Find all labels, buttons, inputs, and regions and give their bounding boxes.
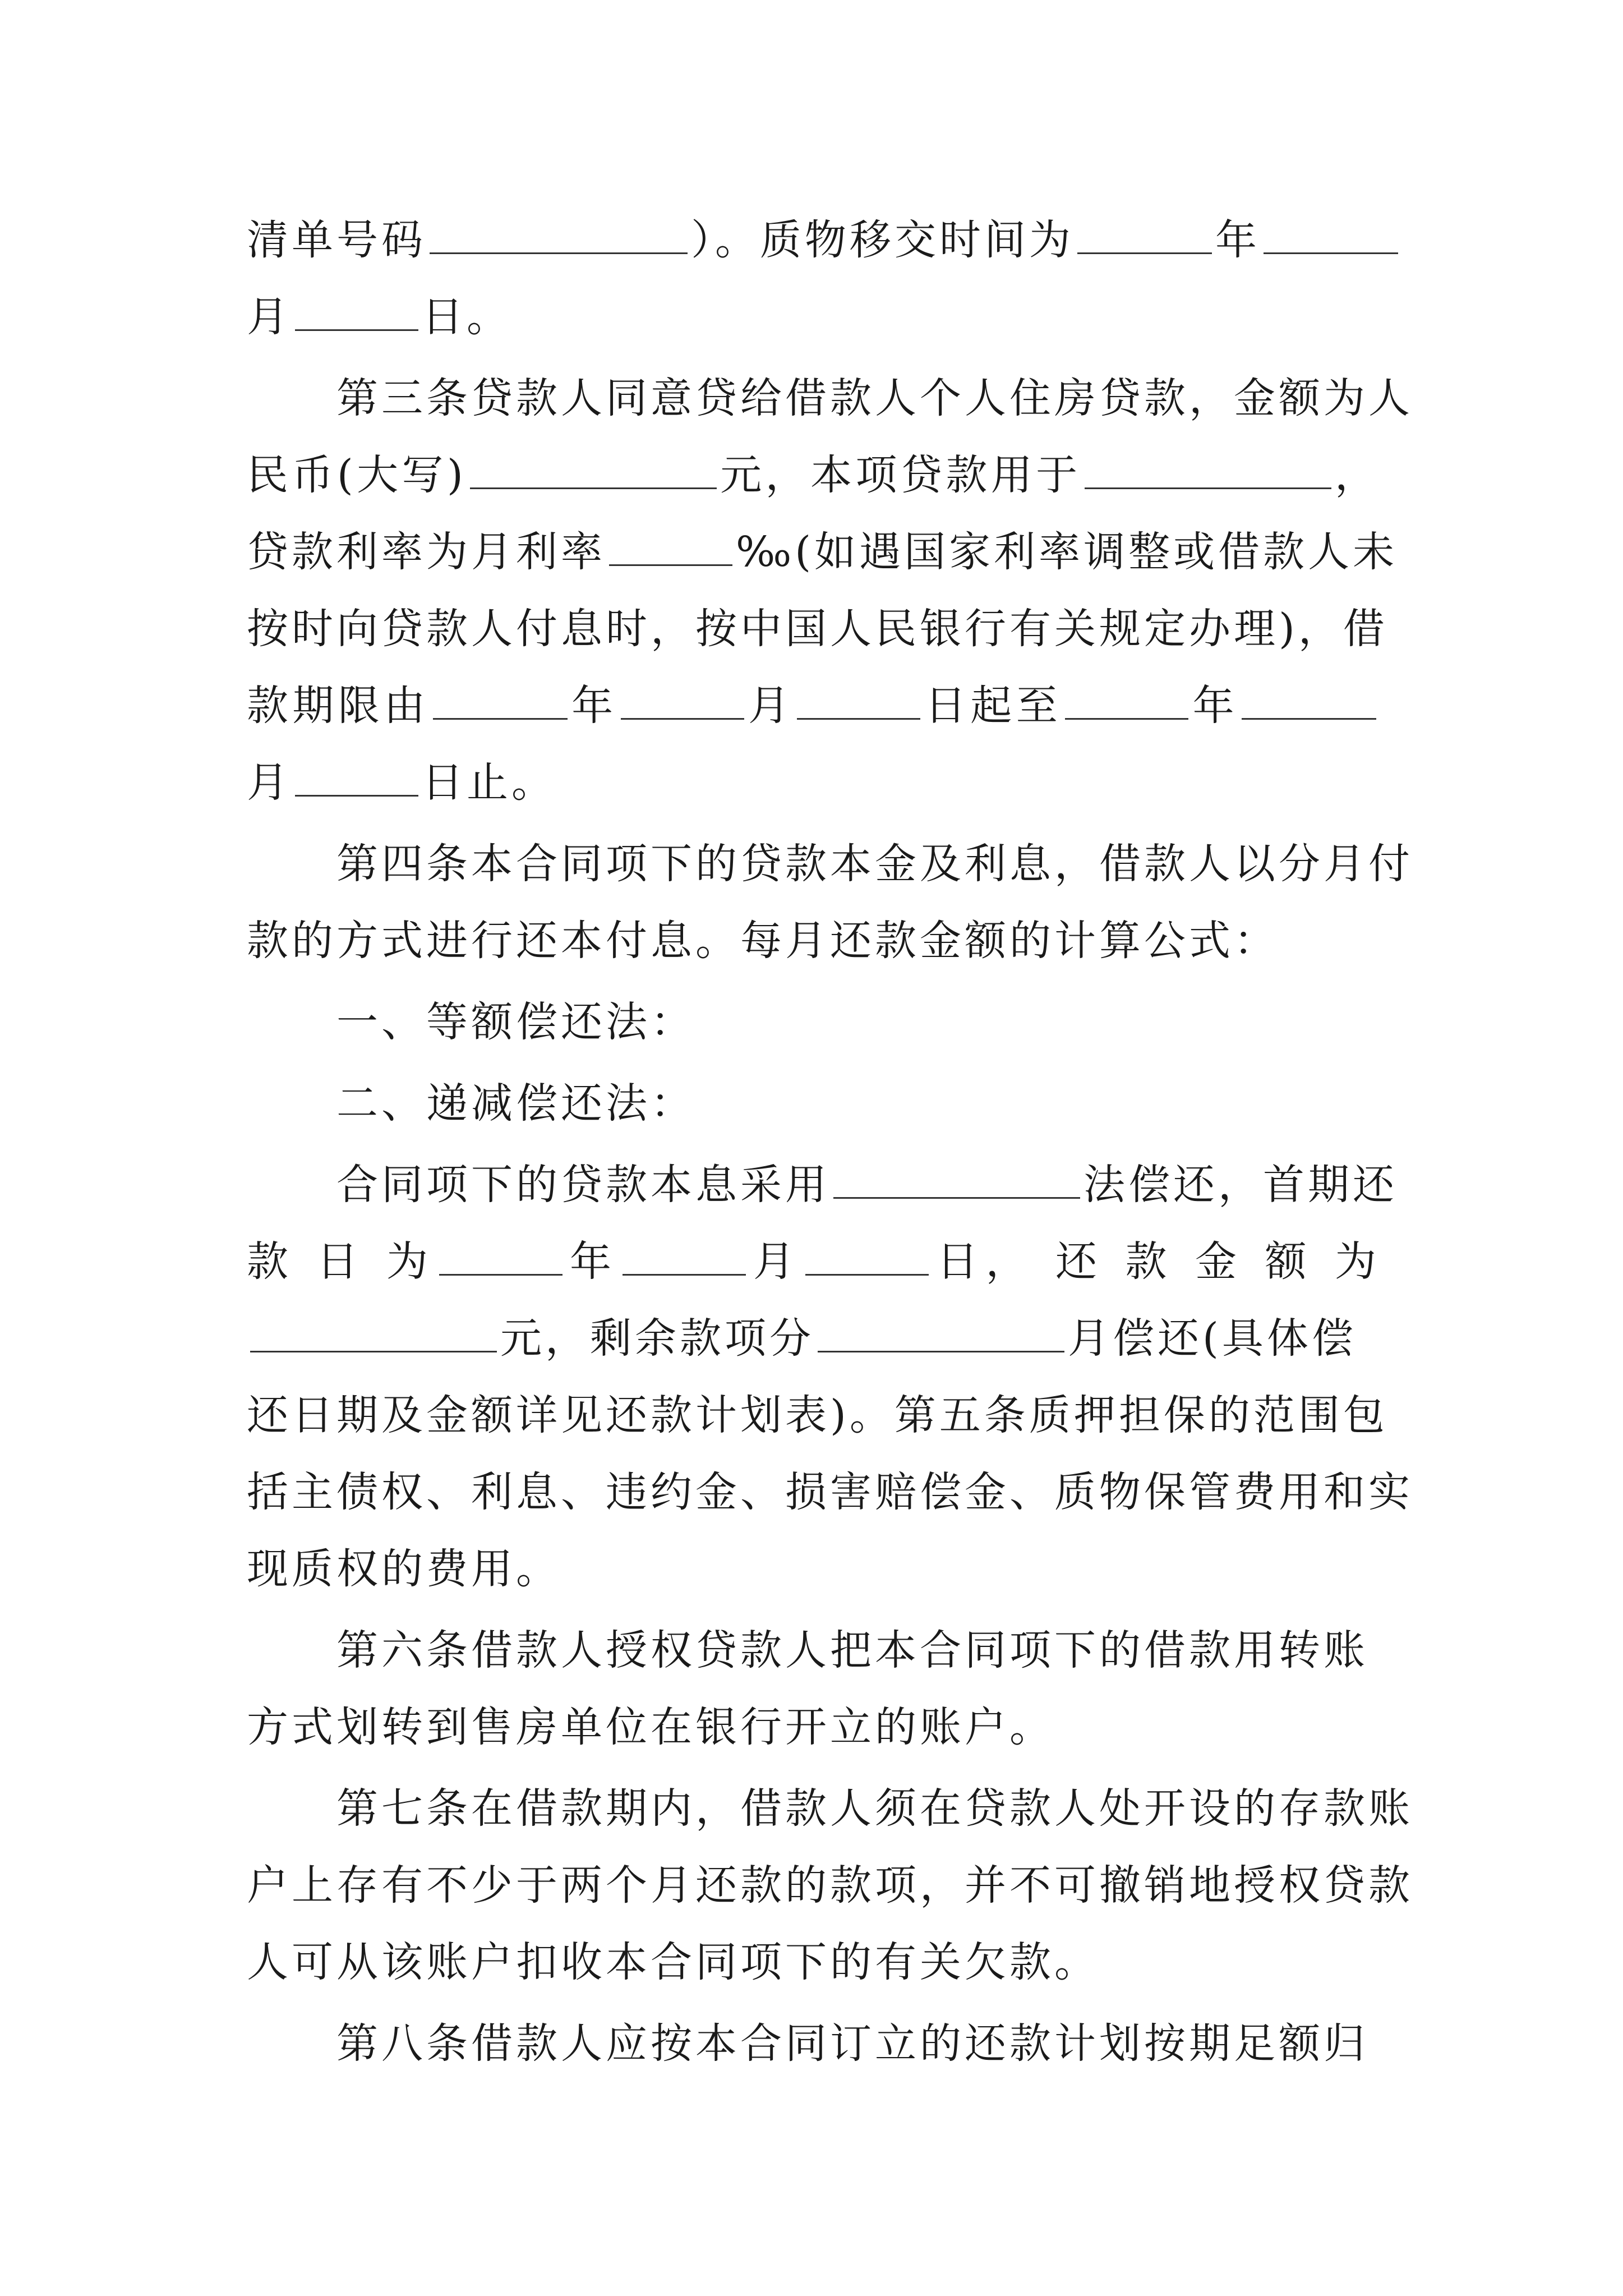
fill-blank[interactable] (433, 682, 568, 720)
text-line (247, 1454, 1413, 1531)
line-text: 现质权的费用。 (247, 1545, 561, 1593)
text-line (247, 984, 1380, 1061)
fill-blank[interactable] (295, 293, 418, 331)
line-text: 还日期及金额详见还款计划表)。第五条质押担保的范围包 (247, 1391, 1388, 1439)
line-text: 年 (1192, 682, 1239, 730)
fill-blank[interactable] (1264, 217, 1398, 254)
text-line (247, 1300, 1380, 1377)
fill-blank[interactable] (805, 1238, 929, 1276)
line-text: 法偿还，首期还 (1083, 1161, 1398, 1209)
fill-blank[interactable] (1085, 452, 1331, 489)
fill-blank[interactable] (818, 1315, 1064, 1352)
line-text: 民币(大写) (247, 451, 467, 499)
fill-blank[interactable] (621, 682, 744, 720)
line-text: 日止。 (422, 758, 556, 807)
line-text: 元，本项贷款用于 (720, 451, 1081, 499)
line-text: 月 (749, 1237, 803, 1286)
text-line (247, 1847, 1413, 1924)
line-text: 人可从该账户扣收本合同项下的有关欠款。 (247, 1938, 1099, 1986)
fill-blank[interactable] (295, 759, 418, 797)
text-line (247, 1377, 1388, 1454)
line-text: ）。质物移交时间为 (691, 216, 1074, 264)
line-text: 年 (570, 682, 617, 730)
line-text: 二、递减偿还法： (336, 1079, 695, 1128)
line-text: 月 (247, 293, 292, 341)
text-line (247, 668, 1380, 744)
line-text: 括主债权、利息、违约金、损害赔偿金、质物保管费用和实 (247, 1468, 1413, 1516)
text-line (247, 1065, 1380, 1142)
line-text: 第三条贷款人同意贷给借款人个人住房贷款，金额为人 (336, 374, 1413, 422)
text-line (247, 1223, 1380, 1300)
line-text: 日。 (422, 293, 511, 341)
line-text: 第四条本合同项下的贷款本金及利息，借款人以分月付 (336, 840, 1413, 888)
line-text: 日， 还 款 金 额 为 (932, 1237, 1380, 1286)
text-line (247, 437, 1380, 514)
text-line (247, 1147, 1398, 1223)
line-text: 月 (247, 758, 292, 807)
text-line (247, 1770, 1413, 1847)
text-line (247, 903, 1380, 979)
text-line (247, 826, 1413, 903)
text-line (247, 202, 1380, 279)
fill-blank[interactable] (1242, 682, 1376, 720)
fill-blank[interactable] (833, 1161, 1080, 1199)
fill-blank[interactable] (609, 528, 732, 566)
text-line (247, 591, 1388, 668)
line-text: 方式划转到售房单位在银行开立的账户。 (247, 1703, 1054, 1751)
line-text: 第八条借款人应按本合同订立的还款计划按期足额归 (336, 2019, 1368, 2068)
line-text: 第七条在借款期内，借款人须在贷款人处开设的存款账 (336, 1784, 1413, 1833)
line-text: 合同项下的贷款本息采用 (336, 1161, 830, 1209)
line-text: 年 (565, 1237, 619, 1286)
fill-blank[interactable] (1077, 217, 1212, 254)
line-text: 元，剩余款项分 (500, 1314, 814, 1363)
line-text: 按时向贷款人付息时，按中国人民银行有关规定办理)，借 (247, 605, 1388, 653)
fill-blank[interactable] (430, 217, 688, 254)
line-text: ‰(如遇国家利率调整或借款人未 (736, 528, 1398, 576)
line-text: 清单号码 (247, 216, 426, 264)
line-text: 日起至 (924, 682, 1062, 730)
fill-blank[interactable] (797, 682, 920, 720)
fill-blank[interactable] (439, 1238, 562, 1276)
line-text: 款 日 为 (247, 1237, 436, 1286)
text-line (247, 279, 1380, 356)
text-line (247, 1531, 1380, 1608)
line-text: 年 (1215, 216, 1260, 264)
text-line (247, 514, 1398, 591)
fill-blank[interactable] (1065, 682, 1188, 720)
document-page (247, 202, 1413, 2082)
text-line (247, 1689, 1380, 1766)
text-line (247, 744, 1380, 821)
line-text: 第六条借款人授权贷款人把本合同项下的借款用转账 (336, 1626, 1368, 1674)
text-line (247, 1924, 1380, 2001)
line-text: 贷款利率为月利率 (247, 528, 606, 576)
fill-blank[interactable] (250, 1315, 497, 1352)
line-text: 款期限由 (247, 682, 430, 730)
line-text: 月偿还(具体偿 (1068, 1314, 1357, 1363)
fill-blank[interactable] (470, 452, 717, 489)
line-text: 户上存有不少于两个月还款的款项，并不可撤销地授权贷款 (247, 1861, 1413, 1910)
line-text: 款的方式进行还本付息。每月还款金额的计算公式： (247, 917, 1279, 965)
line-text: 月 (747, 682, 794, 730)
text-line (247, 360, 1413, 437)
text-line (247, 2005, 1380, 2082)
line-text: 一、等额偿还法： (336, 998, 695, 1046)
fill-blank[interactable] (623, 1238, 746, 1276)
text-line (247, 1612, 1380, 1689)
line-text: ， (1334, 451, 1380, 499)
